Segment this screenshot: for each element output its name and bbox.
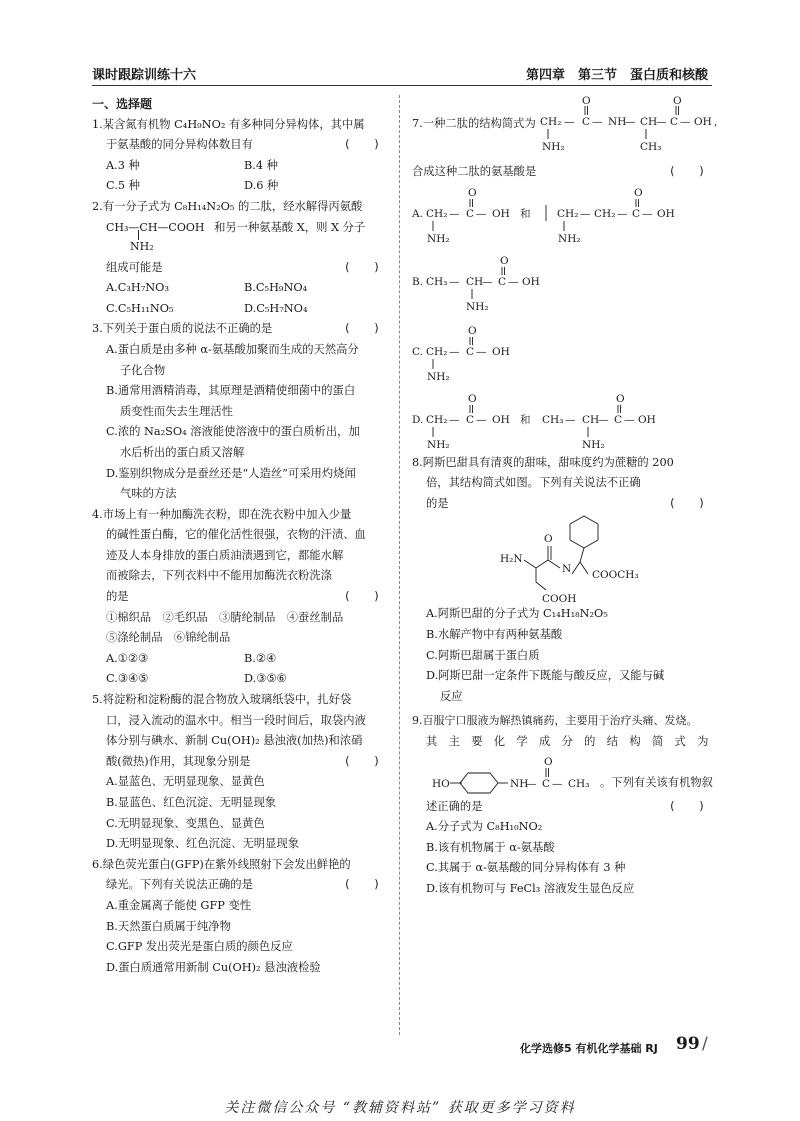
- bond: [524, 560, 536, 568]
- atom-oh: OH: [492, 413, 510, 426]
- atom-o: O: [582, 95, 591, 107]
- atom-oh: OH: [492, 345, 510, 358]
- atom-oh: OH: [638, 413, 656, 426]
- atom-ch2: CH₂: [426, 207, 448, 220]
- q4-items-1: ①棉织品 ②毛织品 ③腈纶制品 ④蚕丝制品: [106, 610, 344, 624]
- q7-option-d[interactable]: [412, 393, 656, 449]
- q1-option-a[interactable]: A.3 种: [106, 158, 140, 172]
- left-column: [92, 94, 392, 978]
- question-9: [412, 711, 717, 752]
- q5-option-d[interactable]: D.无明显现象、红色沉淀、无明显现象: [106, 837, 299, 851]
- bond-dash: —: [565, 413, 576, 426]
- q3-option-d[interactable]: D.鉴别织物成分是蚕丝还是“人造丝”可采用灼烧闻: [106, 466, 356, 480]
- q9-option-a[interactable]: A.分子式为 C₈H₁₀NO₂: [426, 820, 543, 834]
- bond-dash: —: [680, 116, 691, 128]
- right-column: [412, 94, 717, 900]
- bond-dash: —: [508, 275, 519, 288]
- atom-c: C: [582, 116, 591, 128]
- q4-option-c[interactable]: C.③④⑤: [106, 672, 149, 686]
- q8-line2: 倍，其结构简式如图。下列有关说法不正确: [426, 476, 641, 490]
- q4-option-d[interactable]: D.③⑤⑥: [244, 672, 287, 686]
- alanine-formula: CH₃—CH—COOH: [106, 220, 205, 234]
- and-word: 和: [520, 207, 531, 220]
- atom-o: O: [544, 755, 553, 768]
- q9-line4: 述正确的是: [426, 799, 483, 813]
- question-8: [412, 453, 717, 515]
- bond-dash: —: [449, 413, 460, 426]
- atom-o: O: [500, 254, 509, 267]
- q1-option-b[interactable]: B.4 种: [244, 158, 278, 172]
- q6-line1: 6.绿色荧光蛋白(GFP)在紫外线照射下会发出鲜艳的: [92, 857, 351, 871]
- atom-oh: OH: [694, 116, 712, 128]
- question-1: [92, 115, 392, 197]
- atom-ch: CH: [466, 275, 484, 288]
- bond-dash: —: [617, 207, 628, 220]
- dipeptide-structure: [540, 94, 730, 156]
- bond: [572, 562, 580, 574]
- bond-dash: —: [476, 207, 487, 220]
- q5-line4: 酸(微热)作用，其现象分别是: [106, 754, 251, 768]
- atom-ch3: CH₃: [542, 413, 564, 426]
- atom-ch3: CH₃: [640, 141, 662, 153]
- atom-o: O: [616, 392, 625, 405]
- q9-line2: 其 主 要 化 学 成 分 的 结 构 简 式 为: [426, 734, 709, 748]
- bond-dash: —: [592, 116, 603, 128]
- bond-dash: —: [482, 275, 493, 288]
- q6-option-c[interactable]: C.GFP 发出荧光是蛋白质的颜色反应: [106, 940, 293, 954]
- atom-c: C: [670, 116, 679, 128]
- q4-line2: 的碱性蛋白酶，它的催化活性很强，衣物的汗渍、血: [106, 528, 366, 542]
- q1-line2: 于氨基酸的同分异构体数目有: [106, 138, 253, 152]
- bond: [580, 562, 588, 574]
- comma: ,: [714, 116, 718, 128]
- q3-option-b[interactable]: B.通常用酒精消毒，其原理是酒精使细菌中的蛋白: [106, 384, 356, 398]
- question-3: [92, 319, 392, 504]
- atom-c: C: [498, 275, 507, 288]
- bond-dash: —: [526, 777, 537, 790]
- atom-oh: OH: [657, 207, 675, 220]
- bond-dash: —: [476, 413, 487, 426]
- answer-blank[interactable]: ( ): [668, 496, 705, 510]
- and-word: 和: [520, 413, 531, 426]
- atom-nh2: NH₂: [466, 300, 489, 313]
- q3-option-b-cont: 质变性而失去生理活性: [120, 404, 233, 418]
- alanine-nh2: NH₂: [130, 239, 154, 253]
- atom-o: O: [673, 95, 682, 107]
- q4-line3: 迹及人本身排放的蛋白质油渍遇到它，都能水解: [106, 548, 344, 562]
- atom-c: C: [466, 413, 475, 426]
- q3-option-d-cont: 气味的方法: [120, 487, 177, 501]
- atom-ch2: CH₂: [426, 413, 448, 426]
- atom-oh: OH: [522, 275, 540, 288]
- bond-dash: —: [625, 116, 636, 128]
- atom-cooh: COOH: [542, 593, 577, 605]
- benzene-ring: [570, 516, 598, 548]
- q2-option-c[interactable]: C.C₅H₁₁NO₅: [106, 301, 174, 315]
- atom-o: O: [544, 533, 553, 546]
- question-6: [92, 855, 392, 979]
- paracetamol-structure: [432, 753, 602, 797]
- bond-dash: —: [449, 207, 460, 220]
- bond-dash: —: [449, 345, 460, 358]
- q8-option-c[interactable]: C.阿斯巴甜属于蛋白质: [426, 648, 540, 662]
- q5-option-b[interactable]: B.显蓝色、红色沉淀、无明显现象: [106, 796, 277, 809]
- bond-dash: —: [564, 116, 575, 128]
- q7-line1: 7.一种二肽的结构简式为: [412, 117, 536, 130]
- q2-option-b[interactable]: B.C₅H₉NO₄: [244, 281, 308, 295]
- answer-blank[interactable]: ( ): [343, 322, 380, 336]
- q2-line2: 和另一种氨基酸 X，则 X 分子: [214, 220, 366, 234]
- benzene-ring: [460, 773, 498, 793]
- bond-dash: —: [476, 345, 487, 358]
- q8-line3: 的是: [426, 496, 449, 510]
- q9-line1: 9.百服宁口服液为解热镇痛药，主要用于治疗头痛、发烧。: [412, 714, 698, 728]
- bond-dash: —: [624, 413, 635, 426]
- question-2: [92, 197, 392, 319]
- q7-line2: 合成这种二肽的氨基酸是: [412, 165, 537, 178]
- atom-o: O: [468, 392, 477, 405]
- q8-option-b[interactable]: B.水解产物中有两种氨基酸: [426, 627, 563, 641]
- answer-blank[interactable]: ( ): [668, 165, 705, 178]
- atom-ch: CH: [640, 116, 658, 128]
- answer-blank[interactable]: ( ): [343, 754, 380, 768]
- header-rule: [92, 85, 712, 86]
- bottom-promo-note: 关注微信公众号 “教辅资料站” 获取更多学习资料: [224, 1100, 576, 1116]
- atom-nh: NH: [510, 777, 529, 790]
- q8-option-d-cont: 反应: [440, 689, 463, 703]
- atom-oh: OH: [492, 207, 510, 220]
- atom-c: C: [632, 207, 641, 220]
- bond: [548, 560, 560, 568]
- q3-option-a-cont: 子化合物: [120, 363, 166, 377]
- atom-cooch3: COOCH₃: [592, 569, 639, 582]
- atom-ch2: CH₂: [540, 116, 562, 128]
- footer-slash: /: [702, 1034, 708, 1054]
- answer-blank[interactable]: ( ): [343, 138, 380, 152]
- q1-option-c[interactable]: C.5 种: [106, 179, 140, 193]
- q6-line2: 绿光。下列有关说法正确的是: [106, 878, 253, 892]
- atom-o: O: [468, 186, 477, 199]
- bond-dash: —: [449, 275, 460, 288]
- q7-options-structures[interactable]: [412, 187, 712, 449]
- q1-option-d[interactable]: D.6 种: [244, 179, 279, 193]
- atom-ho: HO: [432, 777, 450, 790]
- bond-dash: —: [598, 413, 609, 426]
- atom-ch2: CH₂: [426, 345, 448, 358]
- q8-option-a[interactable]: A.阿斯巴甜的分子式为 C₁₄H₁₈N₂O₅: [426, 607, 608, 621]
- q5-line2: 口，浸入流动的温水中。相当一段时间后，取袋内液: [106, 713, 366, 727]
- q5-line1: 5.将淀粉和淀粉酶的混合物放入玻璃纸袋中，扎好袋: [92, 693, 352, 707]
- answer-blank[interactable]: ( ): [343, 590, 380, 604]
- q7-option-c[interactable]: [412, 325, 510, 383]
- q2-line3: 组成可能是: [106, 260, 163, 274]
- q7-option-a[interactable]: [412, 187, 675, 245]
- q2-option-d[interactable]: D.C₅H₇NO₄: [244, 301, 308, 315]
- q7-option-b[interactable]: [412, 255, 540, 313]
- bond-dash: —: [552, 777, 563, 790]
- atom-nh2: NH₂: [542, 141, 565, 153]
- bond: [536, 582, 546, 590]
- q2-line1: 2.有一分子式为 C₈H₁₄N₂O₅ 的二肽，经水解得丙氨酸: [92, 199, 363, 213]
- atom-c: C: [466, 207, 475, 220]
- column-divider: [399, 95, 400, 1035]
- q4-line5: 的是: [106, 590, 129, 604]
- page-number: 99: [676, 1034, 700, 1054]
- atom-ch2: CH₂: [557, 207, 579, 220]
- q3-option-c-cont: 水后析出的蛋白质又溶解: [120, 445, 245, 459]
- atom-c: C: [542, 777, 551, 790]
- atom-h2n: H₂N: [500, 553, 523, 566]
- atom-c: C: [466, 345, 475, 358]
- q3-option-a[interactable]: A.蛋白质是由多种 α-氨基酸加聚而生成的天然高分: [106, 342, 359, 356]
- bond-dash: —: [580, 207, 591, 220]
- q9-option-c[interactable]: C.其属于 α-氨基酸的同分异构体有 3 种: [426, 861, 626, 875]
- bond-dash: —: [642, 207, 653, 220]
- option-letter: B.: [412, 275, 424, 288]
- option-letter: C.: [412, 345, 423, 358]
- q9-structure-row: [412, 753, 717, 797]
- atom-nh2: NH₂: [427, 232, 450, 245]
- q3-line1: 3.下列关于蛋白质的说法不正确的是: [92, 322, 273, 336]
- option-letter: D.: [412, 413, 424, 426]
- q5-option-c[interactable]: C.无明显现象、变黑色、显黄色: [106, 816, 265, 830]
- q1-line1: 1.某含氮有机物 C₄H₉NO₂ 有多种同分异构体，其中属: [92, 117, 365, 131]
- q5-option-a[interactable]: A.显蓝色、无明显现象、显黄色: [106, 775, 265, 789]
- running-header-left: 课时跟踪训练十六: [92, 68, 197, 83]
- q9-line3: 。下列有关该有机物叙: [600, 775, 713, 789]
- q2-option-a[interactable]: A.C₃H₇NO₃: [106, 281, 169, 295]
- q9-option-d[interactable]: D.该有机物可与 FeCl₃ 溶液发生显色反应: [426, 881, 635, 895]
- answer-blank[interactable]: ( ): [343, 260, 380, 274]
- q5-line3: 体分别与碘水、新制 Cu(OH)₂ 悬浊液(加热)和浓硝: [106, 734, 363, 748]
- option-letter: A.: [412, 207, 423, 220]
- bond: [536, 560, 548, 568]
- atom-o: O: [634, 186, 643, 199]
- atom-ch: CH: [582, 413, 600, 426]
- atom-nh: NH: [608, 116, 627, 128]
- atom-nh2: NH₂: [582, 438, 605, 449]
- atom-n: N: [562, 563, 572, 576]
- atom-ch3: CH₃: [426, 275, 448, 288]
- section-title: 一、选择题: [92, 97, 153, 111]
- atom-nh2: NH₂: [427, 438, 450, 449]
- question-5: [92, 690, 392, 855]
- q4-option-a[interactable]: A.①②③: [106, 651, 149, 665]
- answer-blank[interactable]: ( ): [668, 799, 705, 813]
- bond: [580, 548, 584, 562]
- running-header-right: 第四章 第三节 蛋白质和核酸: [525, 68, 708, 83]
- answer-blank[interactable]: ( ): [343, 878, 380, 892]
- q4-option-b[interactable]: B.②④: [244, 651, 277, 665]
- q9-option-b[interactable]: B.该有机物属于 α-氨基酸: [426, 840, 555, 854]
- q4-items-2: ⑤涤纶制品 ⑥锦纶制品: [106, 631, 231, 645]
- atom-o: O: [468, 324, 477, 337]
- question-7: [412, 94, 717, 156]
- q8-option-d[interactable]: D.阿斯巴甜一定条件下既能与酸反应，又能与碱: [426, 669, 665, 683]
- footer-book-title: 化学选修5 有机化学基础 RJ: [520, 1042, 658, 1055]
- q4-line4: 而被除去，下列衣料中不能用加酶洗衣粉洗涤: [106, 569, 332, 583]
- atom-ch3: CH₃: [568, 777, 590, 790]
- q3-option-c[interactable]: C.浓的 Na₂SO₄ 溶液能使溶液中的蛋白质析出，加: [106, 425, 360, 439]
- q6-option-d[interactable]: D.蛋白质通常用新制 Cu(OH)₂ 悬浊液检验: [106, 960, 321, 974]
- question-4: [92, 505, 392, 690]
- q6-option-b[interactable]: B.天然蛋白质属于纯净物: [106, 919, 231, 933]
- q4-line1: 4.市场上有一种加酶洗衣粉，即在洗衣粉中加入少量: [92, 507, 352, 521]
- atom-nh2: NH₂: [427, 370, 450, 383]
- atom-nh2: NH₂: [558, 232, 581, 245]
- aspartame-structure: [412, 514, 712, 604]
- q6-option-a[interactable]: A.重金属离子能使 GFP 变性: [106, 898, 252, 912]
- q8-line1: 8.阿斯巴甜具有清爽的甜味，甜味度约为蔗糖的 200: [412, 455, 674, 469]
- bond-dash: —: [656, 116, 667, 128]
- atom-ch2: CH₂: [594, 207, 616, 220]
- atom-c: C: [614, 413, 623, 426]
